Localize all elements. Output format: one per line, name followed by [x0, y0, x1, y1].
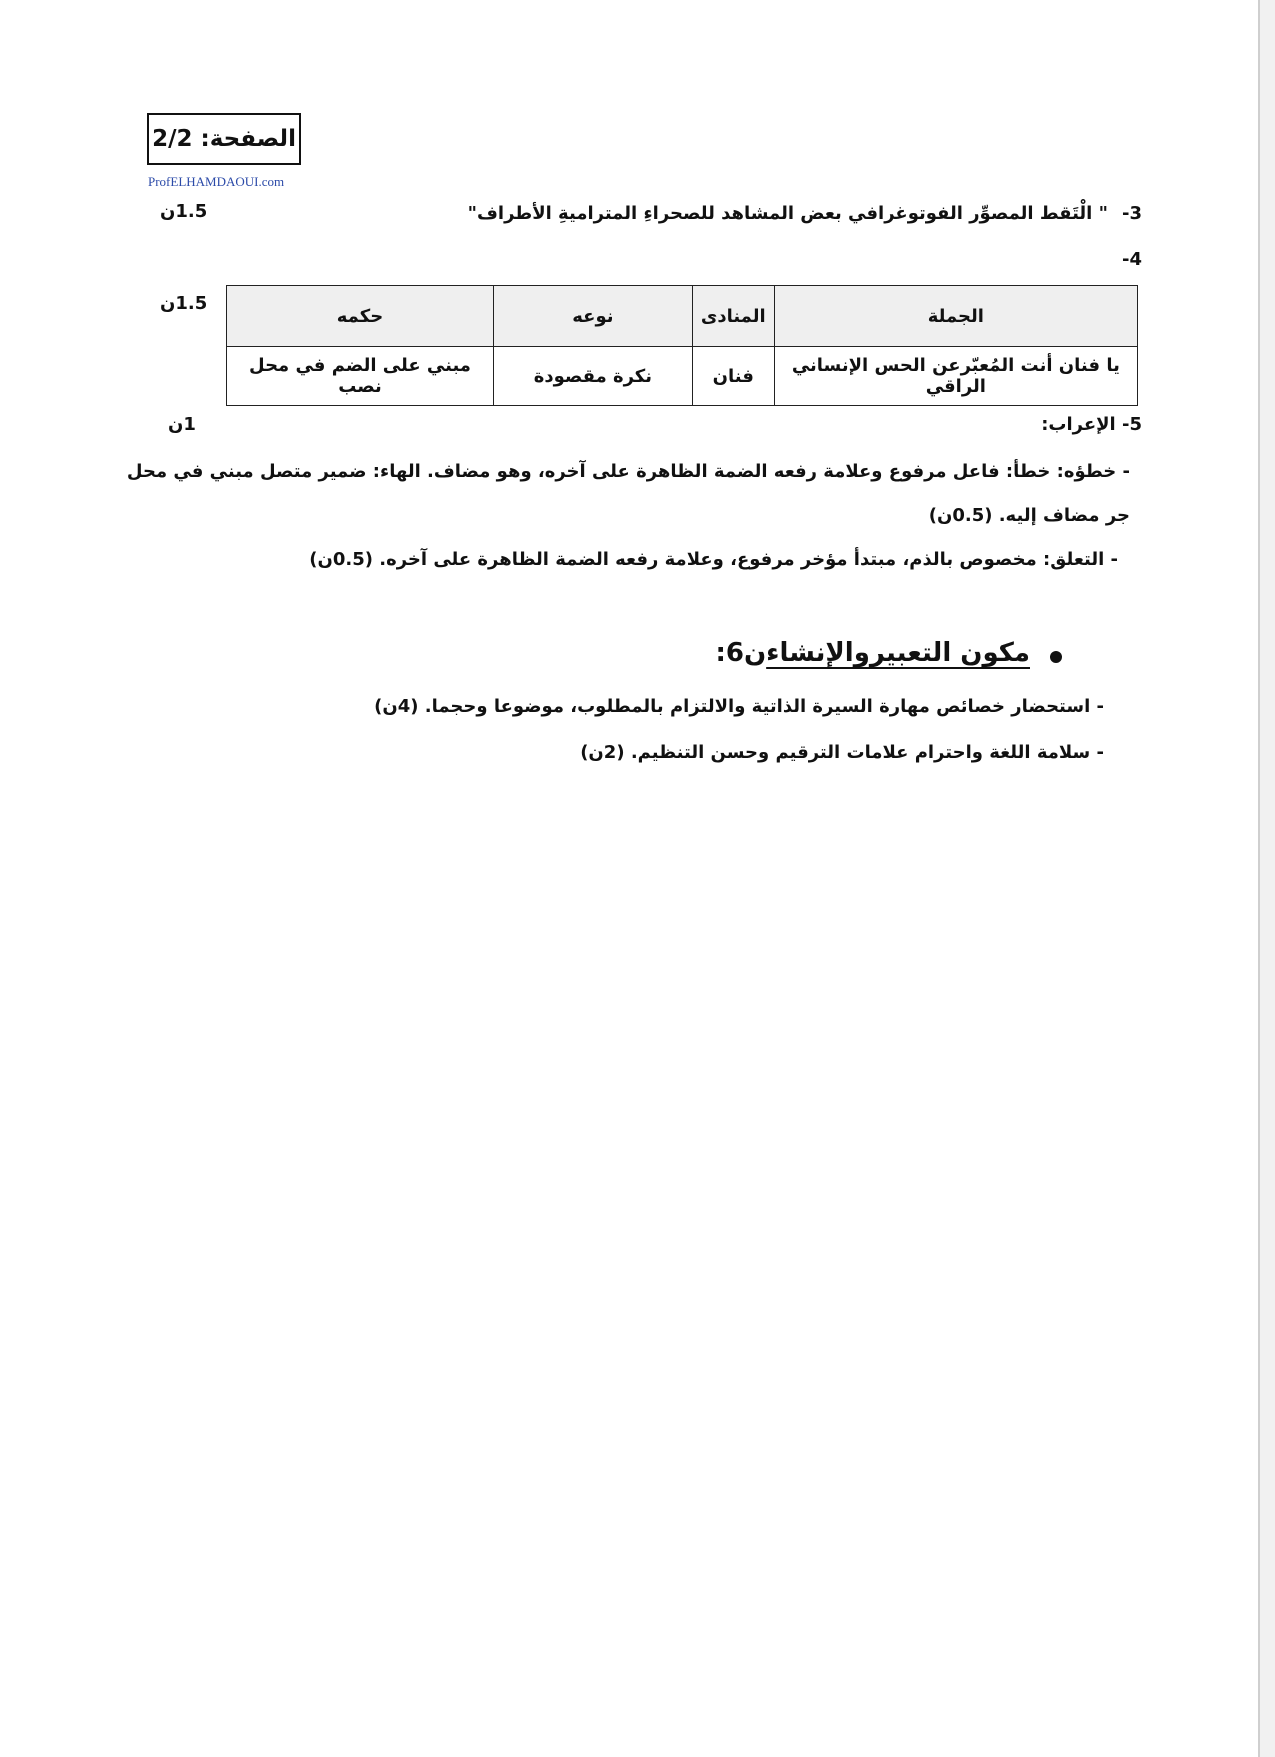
table-header-cell: المنادى: [692, 286, 774, 347]
q5-score: 1ن: [168, 414, 196, 435]
table-header-row: [227, 286, 1138, 347]
criterion-item: - استحضار خصائص مهارة السيرة الذاتية والالتزام بالمطلوب، موضوعا وحجما. (4ن): [374, 696, 1104, 717]
table-cell: فنان: [692, 347, 774, 406]
table-cell: مبني على الضم في محل نصب: [227, 347, 494, 406]
section-heading: [715, 638, 1030, 668]
table-row: [227, 347, 1138, 406]
q5-line-3: - التعلق: مخصوص بالذم، مبتدأ مؤخر مرفوع، وعلامة رفعه الضمة الظاهرة على آخره. (0.5ن): [309, 549, 1118, 570]
watermark: ProfELHAMDAOUI.com: [148, 174, 285, 189]
table-header-cell: الجملة: [774, 286, 1137, 347]
q4-number: -4: [1122, 249, 1142, 270]
table-cell: نكرة مقصودة: [493, 347, 692, 406]
table-cell: يا فنان أنت المُعبّرعن الحس الإنساني الراقي: [774, 347, 1137, 406]
q3-score: 1.5ن: [160, 201, 208, 222]
bullet-icon: [1050, 651, 1062, 663]
q5-title: 5- الإعراب:: [1041, 414, 1142, 435]
table-header-cell: حكمه: [227, 286, 494, 347]
section-points: :6ن: [715, 638, 767, 668]
q3-text: " الْتَقط المصوِّر الفوتوغرافي بعض المشاهد للصحراءِ المتراميةِ الأطراف": [467, 203, 1108, 224]
q5-line-1: - خطؤه: خطأ: فاعل مرفوع وعلامة رفعه الضمة الظاهرة على آخره، وهو مضاف. الهاء: ضمير متصل مبني في محل: [126, 461, 1130, 482]
page-number-box: [147, 113, 301, 165]
page-number-label: الصفحة: 2/2: [152, 126, 296, 152]
criterion-item: - سلامة اللغة واحترام علامات الترقيم وحسن التنظيم. (2ن): [580, 742, 1104, 763]
section-title: مكون التعبيروالإنشاء: [766, 638, 1030, 668]
q3-number: -3: [1122, 203, 1142, 224]
vocative-table: [226, 285, 1138, 406]
q5-line-2: جر مضاف إليه. (0.5ن): [928, 505, 1130, 526]
q4-score: 1.5ن: [160, 293, 208, 314]
table-header-cell: نوعه: [493, 286, 692, 347]
